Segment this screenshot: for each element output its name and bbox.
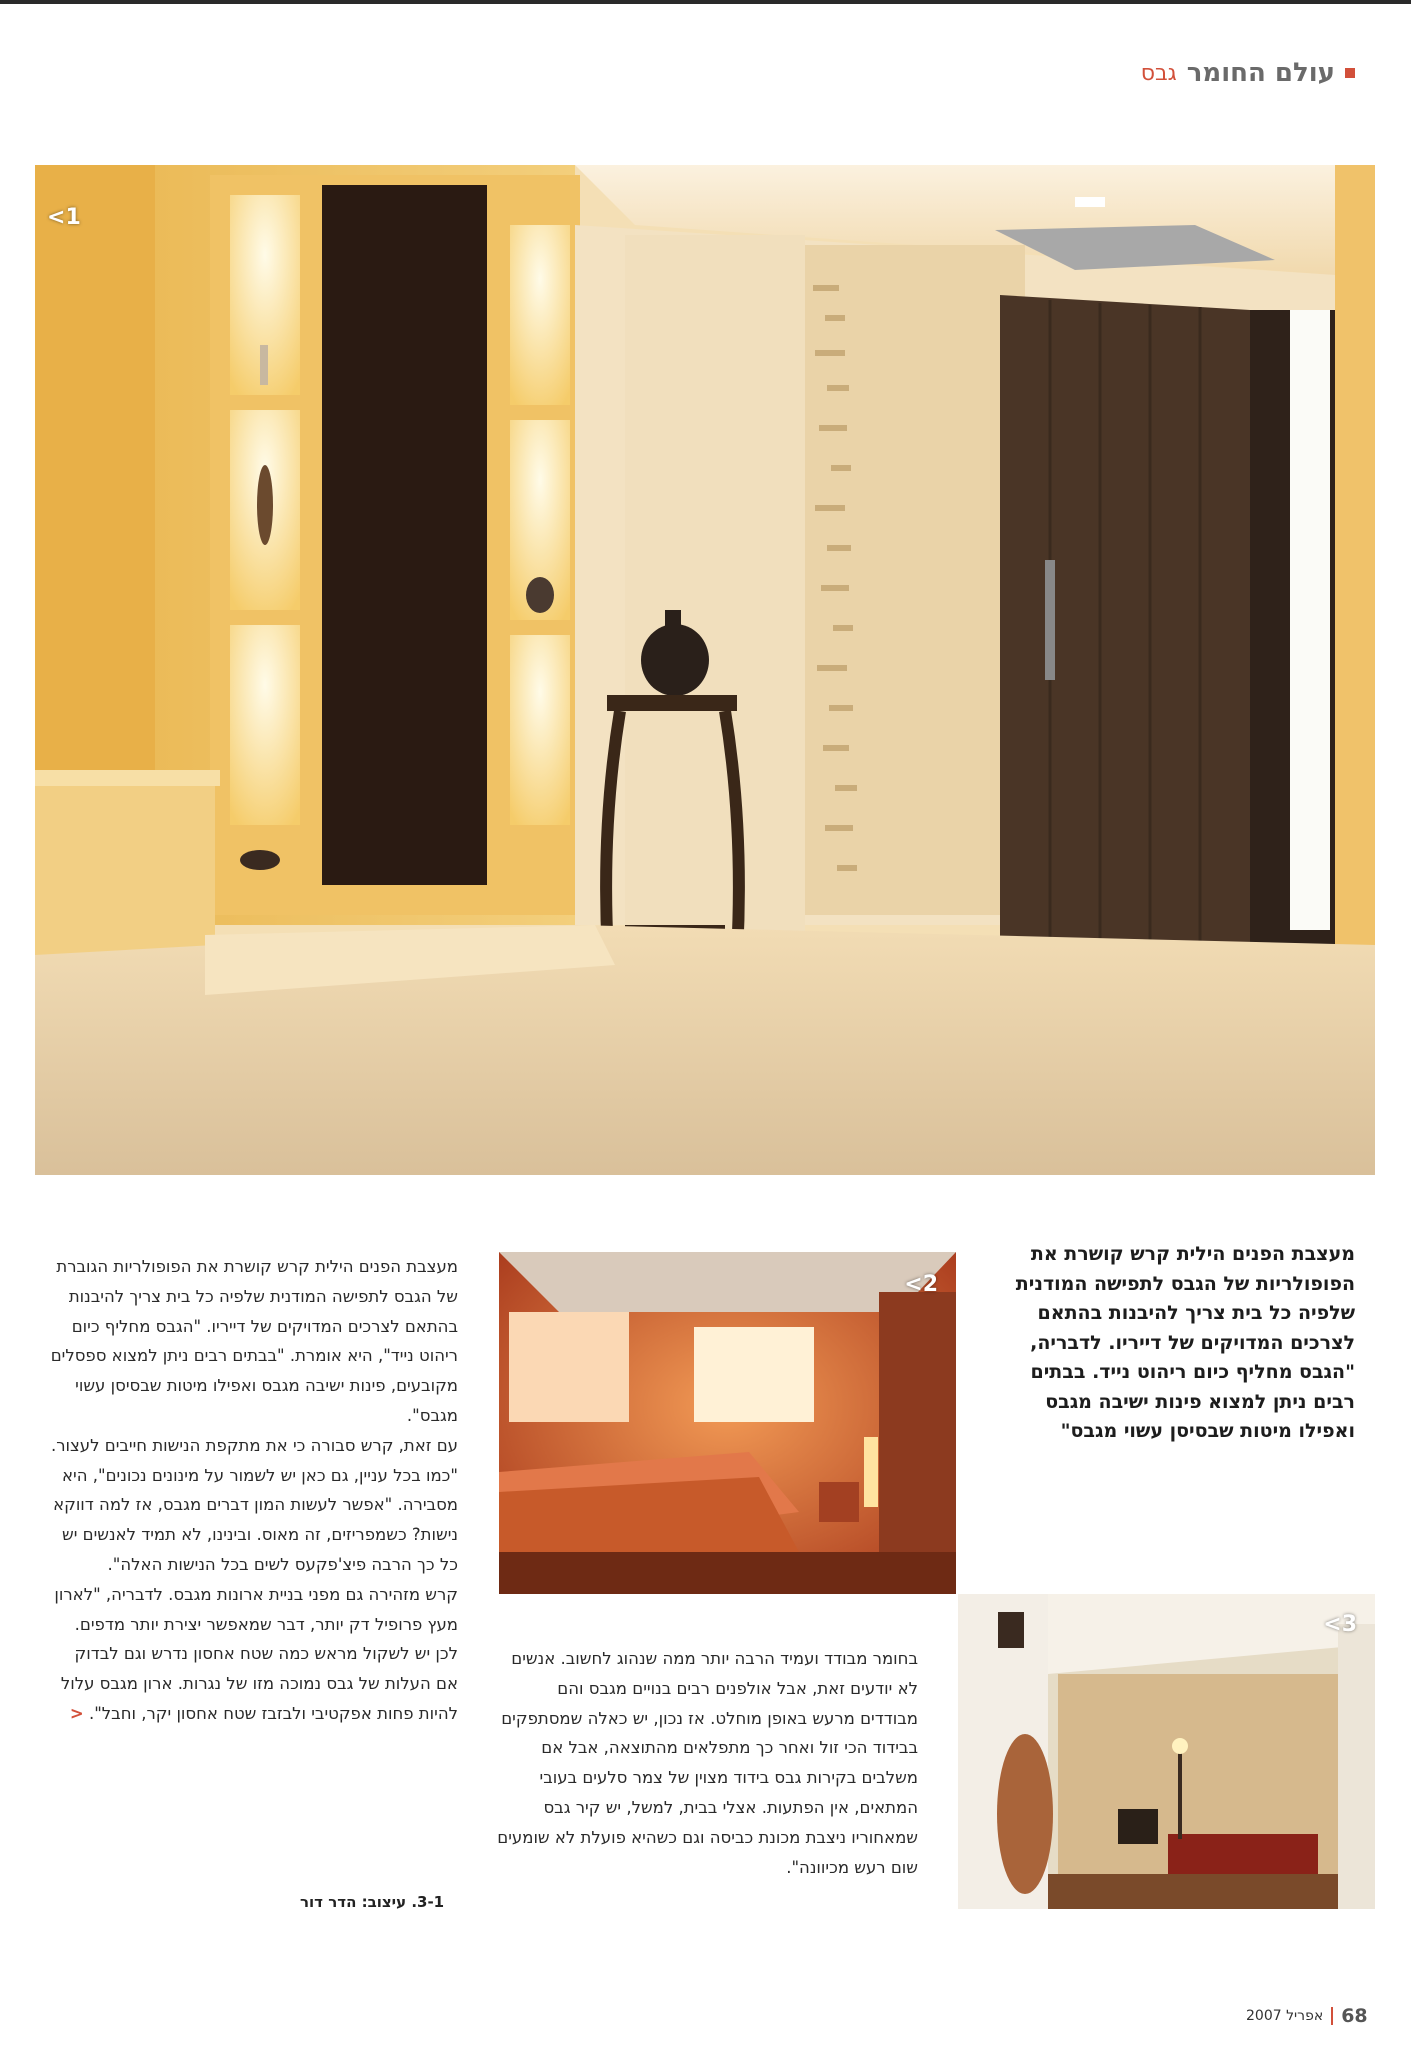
top-rule [0,0,1411,4]
photo-2-number: <2 [904,1272,938,1297]
section-header [1141,58,1355,88]
paragraph: מעצבת הפנים הילית קרש קושרת את הפופולריות הגוברת של הגבס לתפישה המודנית שלפיה כל בית צריך להיבנות בהתאם לצרכים המדויקים של דייריו. "הגבס מחליף כיום ריהוט נייד", היא אומרת. "בבתים רבים ניתן למצוא ספסלים מקובעים, פינות ישיבה מגבס ואפילו מיטות שבסיסן עשוי מגבס". [50,1257,458,1425]
page-number: 68 [1341,2005,1368,2027]
body-column-middle: בחומר מבודד ועמיד הרבה יותר ממה שנהוג לחשוב. אנשים לא יודעים זאת, אבל אולפנים רבים בנויים מגבס והם מבודדים מרעש באופן מוחלט. אז נכון, יש כאלה שמסתפקים בבידוד הכי זול ואחר כך מתפלאים מהתוצאה, אבל אם משלבים בקירות גבס בידוד מצוין של צמר סלעים בעובי המתאים, אין הפתעות. אצלי בבית, למשל, יש קיר גבס שמאחוריו ניצבת מכונת כביסה וגם כשהיא פועלת לא שומעים שום רעש מכיוונה". [497,1649,918,1877]
photo-1-number: <1 [47,205,81,230]
pull-quote: מעצבת הפנים הילית קרש קושרת את הפופולריות של הגבס לתפישה המודנית שלפיה כל בית צריך להיבנות בהתאם לצרכים המדויקים של דייריו. לדבריה, "הגבס מחליף כיום ריהוט נייד. בבתים רבים ניתן למצוא פינות ישיבה מגבס ואפילו מיטות שבסיסן עשוי מגבס" [1015,1243,1355,1442]
header-section-title: עולם החומר [1186,58,1335,88]
header-bullet [1345,68,1355,78]
page-footer [1246,2005,1368,2027]
photo-entrance-hall-image [35,165,1375,1175]
photo-entrance-hall [35,165,1375,1175]
photo-bedroom [499,1252,956,1594]
paragraph: קרש מזהירה גם מפני בניית ארונות מגבס. לדבריה, "לארון מעץ פרופיל דק יותר, דבר שמאפשר יצירת יותר מדפים. לכן יש לשקול מראש כמה שטח אחסון נדרש וגם לבדוק אם העלות של גבס נמוכה מזו של נגרות. ארון מגבס עלול להיות פחות אפקטיבי ולבזבז שטח אחסון יקר, וחבל". < [54,1584,458,1723]
design-credit: 3-1. עיצוב: הדר דור [300,1893,445,1911]
photo-3-number: <3 [1323,1612,1357,1637]
body-column-left [50,1252,458,1729]
header-topic: גבס [1140,60,1177,86]
photo-bedroom-image [499,1252,956,1594]
photo-living-room-image [958,1594,1375,1909]
footer-separator [1331,2007,1333,2025]
photo-living-room [958,1594,1375,1909]
issue-date: אפריל 2007 [1246,2008,1324,2024]
paragraph: עם זאת, קרש סבורה כי את מתקפת הנישות חייבים לעצור. "כמו בכל עניין, גם כאן יש לשמור על מינונים נכונים", היא מסבירה. "אפשר לעשות המון דברים מגבס, אז למה דווקא נישות? כשמפריזים, זה מאוס. ובינינו, לא תמיד לאנשים יש כל כך הרבה פיצ'פקעס לשים בכל הנישות האלה". [50,1435,458,1574]
end-mark: < [69,1703,84,1723]
